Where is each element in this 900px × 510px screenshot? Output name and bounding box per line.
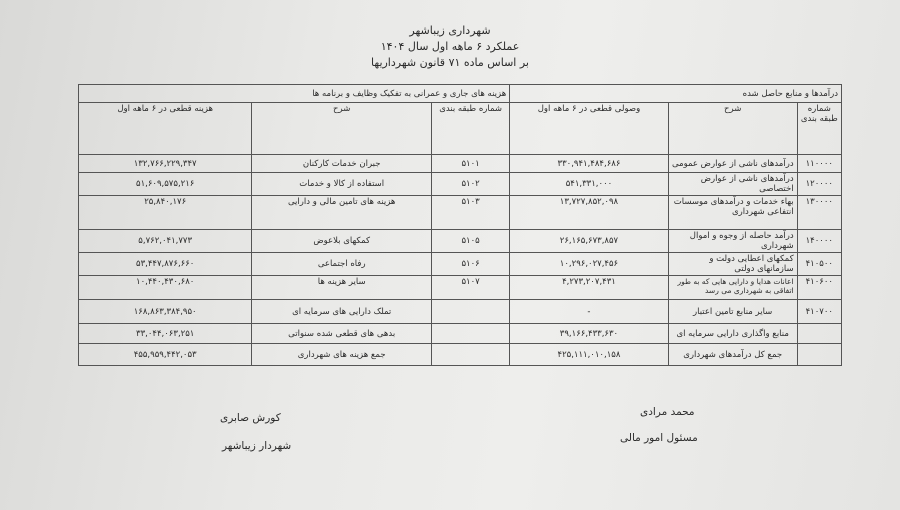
- expense-amount: ۱۰,۴۴۰,۴۳۰,۶۸۰: [79, 276, 252, 300]
- expense-amount: ۵۳,۴۴۷,۸۷۶,۶۶۰: [79, 253, 252, 276]
- income-desc: درآمدهای ناشی از عوارض اختصاصی: [668, 173, 797, 196]
- expense-desc: سایر هزینه ها: [252, 276, 432, 300]
- expense-total-label: جمع هزینه های شهرداری: [252, 344, 432, 366]
- income-amount: ۳۹,۱۶۶,۴۳۳,۶۳۰: [510, 324, 669, 344]
- finance-officer-name: محمد مرادی: [640, 406, 695, 418]
- mayor-name: کورش صابری: [220, 412, 281, 424]
- expense-amount: ۱۶۸,۸۶۳,۳۸۴,۹۵۰: [79, 300, 252, 324]
- table-row: [79, 253, 842, 276]
- income-desc: درآمدهای ناشی از عوارض عمومی: [668, 155, 797, 173]
- income-total-label: جمع کل درآمدهای شهرداری: [668, 344, 797, 366]
- row-code: ۱۱۰۰۰۰: [797, 155, 841, 173]
- expense-code: [432, 300, 510, 324]
- table-row: [79, 173, 842, 196]
- row-code: ۱۴۰۰۰۰: [797, 230, 841, 253]
- expense-code: [432, 324, 510, 344]
- income-amount: ۱۳,۷۲۷,۸۵۲,۰۹۸: [510, 196, 669, 230]
- expense-desc: تملک دارایی های سرمایه ای: [252, 300, 432, 324]
- income-amount: ۳۳۰,۹۴۱,۴۸۴,۶۸۶: [510, 155, 669, 173]
- row-code: ۱۲۰۰۰۰: [797, 173, 841, 196]
- col-header-expense-desc: شرح: [252, 103, 432, 155]
- income-amount: ۲۶,۱۶۵,۶۷۳,۸۵۷: [510, 230, 669, 253]
- expense-desc: استفاده از کالا و خدمات: [252, 173, 432, 196]
- income-desc: کمکهای اعطایی دولت و سازمانهای دولتی: [668, 253, 797, 276]
- income-amount: ۴,۲۷۳,۲۰۷,۴۳۱: [510, 276, 669, 300]
- col-header-expense-code: شماره طبقه بندی: [432, 103, 510, 155]
- expense-section-title: هزینه های جاری و عمرانی به تفکیک وظایف و برنامه ها: [79, 85, 510, 103]
- table-row: [79, 300, 842, 324]
- column-header-row: [79, 103, 842, 155]
- col-header-expense-amount: هزینه قطعی در ۶ ماهه اول: [79, 103, 252, 155]
- income-total-amount: ۴۲۵,۱۱۱,۰۱۰,۱۵۸: [510, 344, 669, 366]
- expense-code: ۵۱۰۳: [432, 196, 510, 230]
- expense-code: ۵۱۰۷: [432, 276, 510, 300]
- total-row: [79, 344, 842, 366]
- row-code: [797, 344, 841, 366]
- expense-desc: هزینه های تامین مالی و دارایی: [252, 196, 432, 230]
- expense-code: ۵۱۰۱: [432, 155, 510, 173]
- row-code: [797, 324, 841, 344]
- table-row: [79, 324, 842, 344]
- table-row: [79, 230, 842, 253]
- expense-desc: بدهی های قطعی شده سنواتی: [252, 324, 432, 344]
- expense-amount: ۵۱,۶۰۹,۵۷۵,۲۱۶: [79, 173, 252, 196]
- table-row: [79, 196, 842, 230]
- finance-officer-title: مسئول امور مالی: [620, 432, 698, 444]
- income-desc: درآمد حاصله از وجوه و اموال شهرداری: [668, 230, 797, 253]
- report-title: عملکرد ۶ ماهه اول سال ۱۴۰۴: [380, 40, 520, 53]
- income-desc: بهاء خدمات و درآمدهای موسسات انتفاعی شهرداری: [668, 196, 797, 230]
- row-code: ۴۱۰۷۰۰: [797, 300, 841, 324]
- expense-code: [432, 344, 510, 366]
- financial-table: [78, 84, 842, 366]
- expense-code: ۵۱۰۵: [432, 230, 510, 253]
- expense-code: ۵۱۰۶: [432, 253, 510, 276]
- expense-amount: ۲۵,۸۴۰,۱۷۶: [79, 196, 252, 230]
- expense-desc: رفاه اجتماعی: [252, 253, 432, 276]
- income-desc: سایر منابع تامین اعتبار: [668, 300, 797, 324]
- expense-code: ۵۱۰۲: [432, 173, 510, 196]
- income-amount: ۵۴۱,۳۳۱,۰۰۰: [510, 173, 669, 196]
- table-row: [79, 155, 842, 173]
- row-code: ۴۱۰۶۰۰: [797, 276, 841, 300]
- section-header-row: [79, 85, 842, 103]
- table-row: [79, 276, 842, 300]
- mayor-title: شهردار زیباشهر: [222, 440, 292, 452]
- income-amount: -: [510, 300, 669, 324]
- expense-desc: جبران خدمات کارکنان: [252, 155, 432, 173]
- expense-amount: ۳۳,۰۴۴,۰۶۳,۲۵۱: [79, 324, 252, 344]
- expense-amount: ۵,۷۶۲,۰۴۱,۷۷۳: [79, 230, 252, 253]
- col-header-income-desc: شرح: [668, 103, 797, 155]
- row-code: ۱۳۰۰۰۰: [797, 196, 841, 230]
- col-header-income-amount: وصولی قطعی در ۶ ماهه اول: [510, 103, 669, 155]
- expense-amount: ۱۳۲,۷۶۶,۲۲۹,۳۴۷: [79, 155, 252, 173]
- expense-desc: کمکهای بلاعوض: [252, 230, 432, 253]
- col-header-code: شماره طبقه بندی: [797, 103, 841, 155]
- income-section-title: درآمدها و منابع حاصل شده: [510, 85, 842, 103]
- municipality-name: شهرداری زیباشهر: [409, 24, 491, 37]
- income-desc: منابع واگذاری دارایی سرمایه ای: [668, 324, 797, 344]
- report-subtitle: بر اساس ماده ۷۱ قانون شهرداریها: [371, 56, 529, 69]
- income-amount: ۱۰,۲۹۶,۰۲۷,۴۵۶: [510, 253, 669, 276]
- row-code: ۴۱۰۵۰۰: [797, 253, 841, 276]
- income-desc: اعانات هدایا و دارایی هایی که به طور اتفاقی به شهرداری می رسد: [668, 276, 797, 300]
- expense-total-amount: ۴۵۵,۹۵۹,۴۴۲,۰۵۳: [79, 344, 252, 366]
